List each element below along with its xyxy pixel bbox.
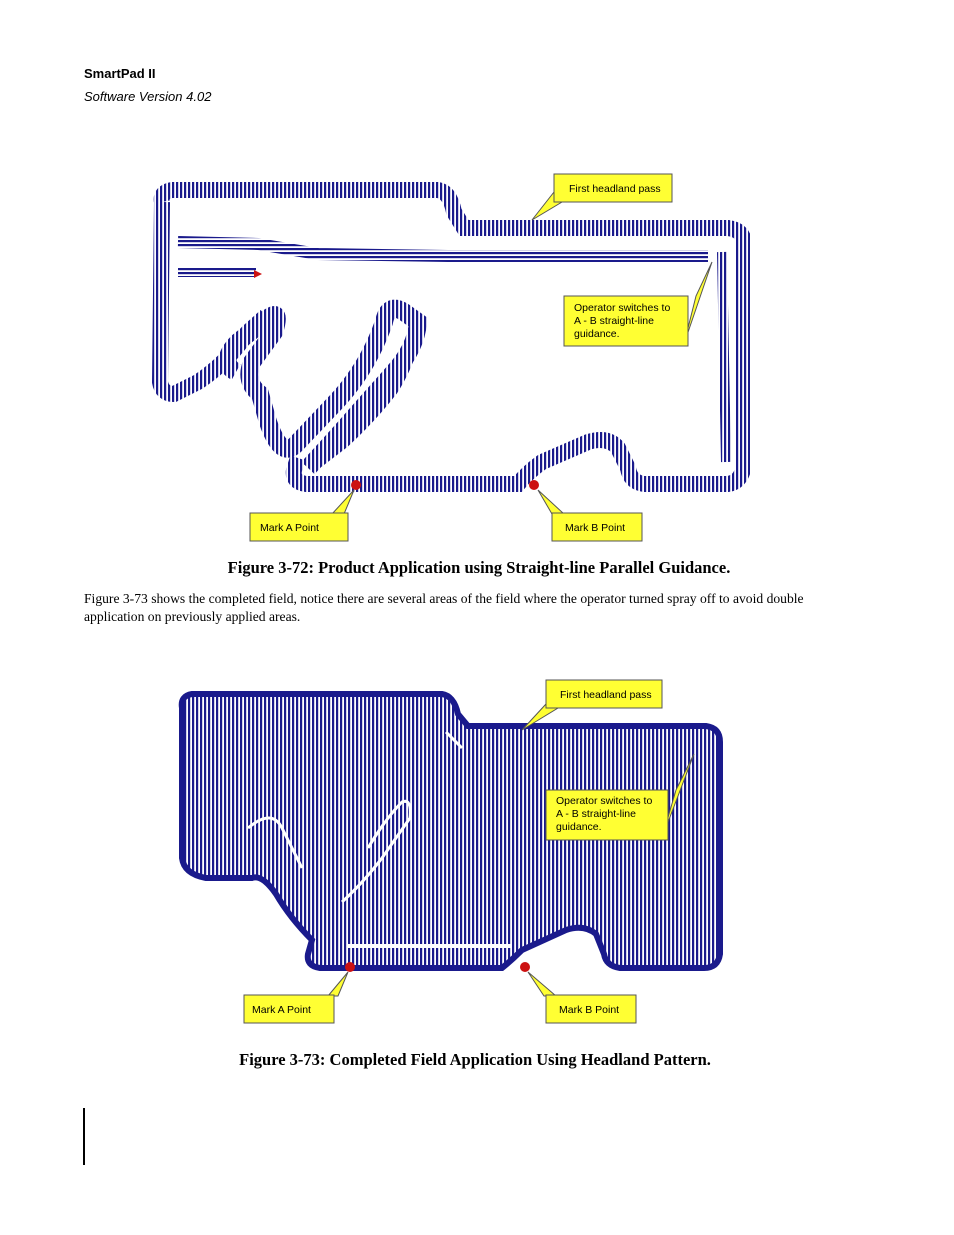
document-version: Software Version 4.02 — [84, 89, 212, 104]
figure-completed-field — [172, 678, 732, 1026]
figure-straight-line-guidance — [148, 172, 750, 544]
svg-text:Mark A Point: Mark A Point — [260, 522, 319, 534]
margin-change-bar — [83, 1108, 85, 1165]
mark-a-point-icon — [351, 480, 361, 490]
callout-first-headland — [532, 174, 672, 220]
callout-mark-b — [528, 972, 636, 1023]
callout-mark-b — [538, 490, 642, 541]
mark-b-point-icon — [520, 962, 530, 972]
figure-3-72-caption: Figure 3-72: Product Application using Straight-line Parallel Guidance. — [227, 558, 731, 577]
callout-mark-a — [244, 972, 348, 1023]
document-title: SmartPad II — [84, 66, 156, 81]
mark-b-point-icon — [529, 480, 539, 490]
mark-a-point-icon — [345, 962, 355, 972]
svg-text:guidance.: guidance. — [574, 328, 620, 340]
svg-text:Operator switches to: Operator switches to — [556, 795, 653, 807]
svg-text:A - B straight-line: A - B straight-line — [556, 808, 636, 820]
body-paragraph: Figure 3-73 shows the completed field, notice there are several areas of the field where the operator turned spray off to avoid double application on previously applied areas. — [84, 591, 804, 624]
svg-text:A - B straight-line: A - B straight-line — [574, 315, 654, 327]
start-arrow-icon — [254, 270, 262, 278]
figure-3-73-caption: Figure 3-73: Completed Field Application Using Headland Pattern. — [239, 1050, 711, 1069]
svg-text:Mark B Point: Mark B Point — [559, 1004, 620, 1016]
callout-mark-a — [250, 490, 354, 541]
svg-text:Mark B Point: Mark B Point — [565, 522, 626, 534]
interior-pass-1 — [178, 242, 708, 256]
svg-text:First headland pass: First headland pass — [569, 183, 661, 195]
right-edge-pass — [722, 252, 726, 462]
svg-text:guidance.: guidance. — [556, 821, 602, 833]
svg-text:Mark A Point: Mark A Point — [252, 1004, 311, 1016]
callout-operator-switch — [564, 262, 712, 346]
svg-text:Operator switches to: Operator switches to — [574, 302, 671, 314]
svg-text:First headland pass: First headland pass — [560, 689, 652, 701]
callout-first-headland — [522, 680, 662, 730]
